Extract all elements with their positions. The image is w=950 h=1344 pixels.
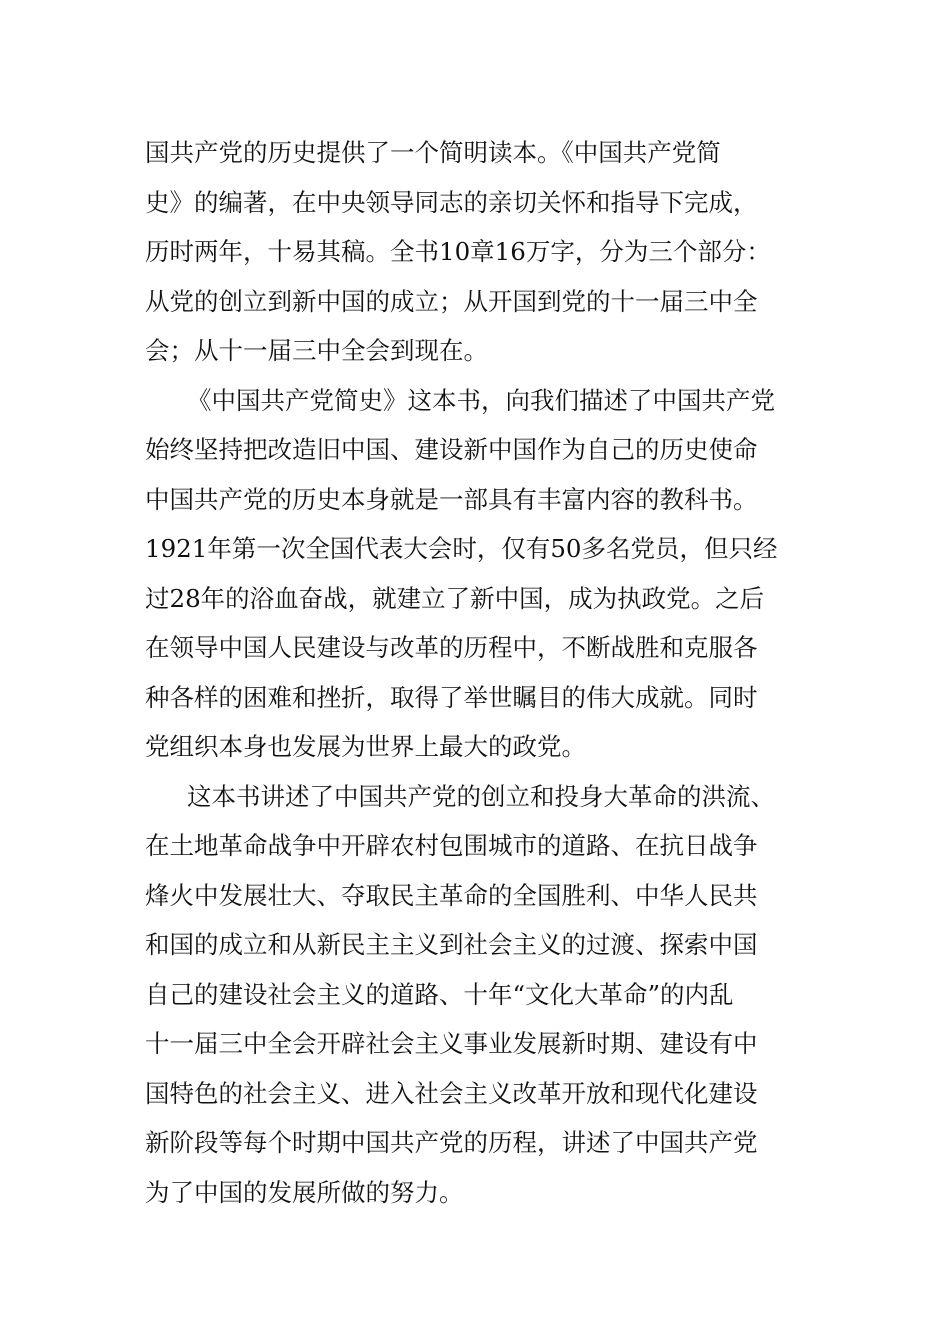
paragraph-2 (145, 376, 810, 772)
text-line: 中国共产党的历史本身就是一部具有丰富内容的教科书。 (145, 484, 758, 514)
body-text (145, 128, 810, 1217)
paragraph-1 (145, 128, 810, 376)
text-line: 在领导中国人民建设与改革的历程中，不断战胜和克服各 (145, 633, 758, 662)
text-line: 为了中国的发展所做的努力。 (145, 1177, 464, 1207)
text-line: 过28年的浴血奋战，就建立了新中国，成为执政党。之后 (145, 583, 765, 613)
text-line: 这本书讲述了中国共产党的创立和投身大革命的洪流、 (187, 781, 775, 811)
text-line: 史》的编著，在中央领导同志的亲切关怀和指导下完成， (145, 187, 758, 217)
text-line: 种各样的困难和挫折，取得了举世瞩目的伟大成就。同时 (145, 682, 758, 712)
text-line: 《中国共产党简史》这本书，向我们描述了中国共产党 (187, 385, 775, 415)
text-line: 从党的创立到新中国的成立；从开国到党的十一届三中全 (145, 286, 758, 316)
text-line: 历时两年，十易其稿。全书10章16万字，分为三个部分： (145, 237, 771, 266)
text-line: 十一届三中全会开辟社会主义事业发展新时期、建设有中 (145, 1029, 758, 1058)
text-line: 国特色的社会主义、进入社会主义改革开放和现代化建设 (145, 1078, 758, 1108)
text-line: 党组织本身也发展为世界上最大的政党。 (145, 732, 586, 761)
paragraph-3 (145, 772, 810, 1218)
text-line: 烽火中发展壮大、夺取民主革命的全国胜利、中华人民共 (145, 880, 758, 910)
text-line: 始终坚持把改造旧中国、建设新中国作为自己的历史使命 (145, 435, 758, 464)
text-line: 在土地革命战争中开辟农村包围城市的道路、在抗日战争 (145, 831, 758, 860)
text-line: 1921年第一次全国代表大会时，仅有50多名党员，但只经 (145, 534, 778, 563)
text-line: 自己的建设社会主义的道路、十年“文化大革命”的内乱 (145, 979, 734, 1009)
text-line: 和国的成立和从新民主主义到社会主义的过渡、探索中国 (145, 930, 758, 959)
text-line: 新阶段等每个时期中国共产党的历程，讲述了中国共产党 (145, 1128, 758, 1157)
text-line: 会；从十一届三中全会到现在。 (145, 336, 488, 365)
text-line: 国共产党的历史提供了一个简明读本。《中国共产党简 (145, 138, 721, 167)
